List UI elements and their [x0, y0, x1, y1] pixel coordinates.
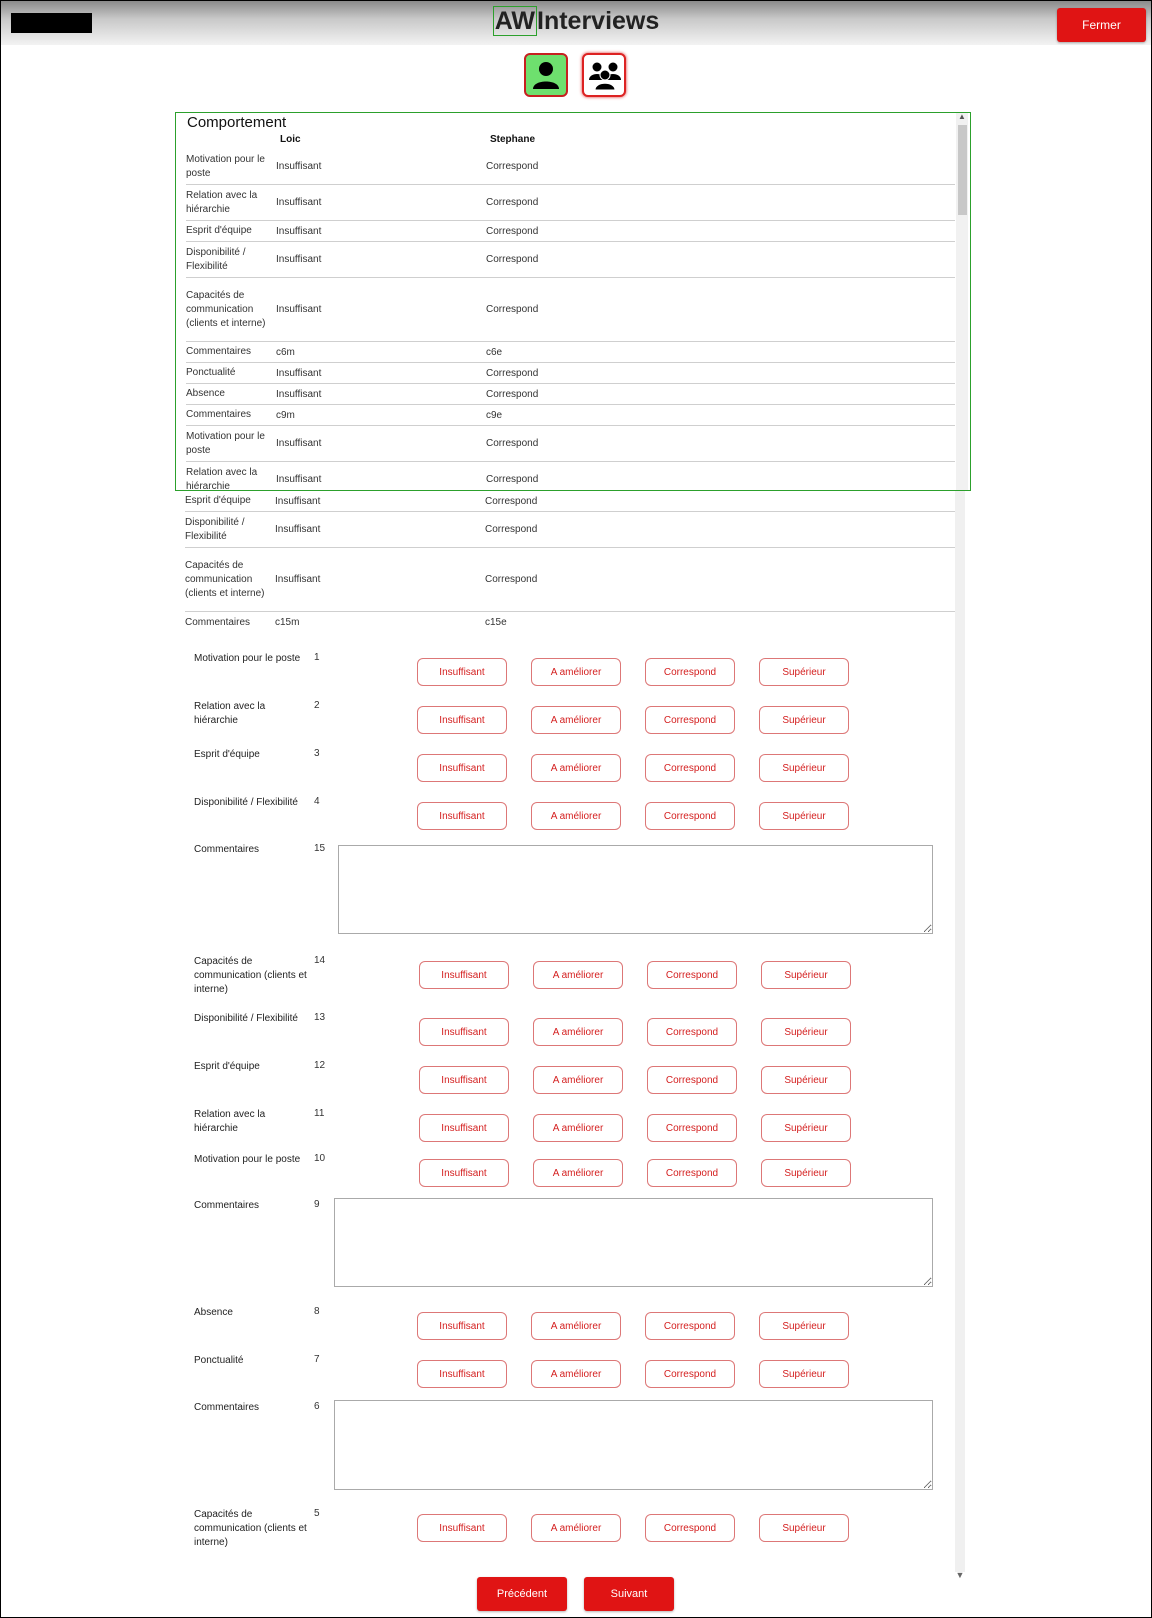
rating-option-button[interactable]: Correspond	[645, 1360, 735, 1388]
criterion-label: Capacités de communication (clients et interne)	[194, 1509, 307, 1548]
next-button[interactable]: Suivant	[584, 1577, 674, 1611]
rating-option-button[interactable]: Insuffisant	[417, 754, 507, 782]
rating-option-button[interactable]: Supérieur	[759, 658, 849, 686]
summary-row-label: Motivation pour le poste	[186, 153, 265, 179]
criterion-number: 10	[314, 1153, 326, 1164]
rating-option-button[interactable]: Supérieur	[759, 1514, 849, 1542]
summary-row-right-value: Correspond	[485, 524, 538, 535]
summary-scroll-thumb[interactable]	[958, 125, 967, 215]
summary-row-left-value: Insuffisant	[276, 254, 322, 265]
comparison-summary-panel	[175, 112, 971, 491]
scroll-down-icon[interactable]: ▼	[955, 1570, 965, 1580]
criterion-label: Motivation pour le poste	[194, 1154, 301, 1165]
summary-row	[185, 491, 955, 512]
summary-row-left-value: c15m	[275, 617, 300, 628]
app-title-suffix: Interviews	[537, 7, 660, 35]
criterion-number: 1	[314, 652, 320, 663]
summary-row	[186, 149, 955, 185]
rating-option-button[interactable]: Correspond	[645, 706, 735, 734]
rating-option-button[interactable]: A améliorer	[533, 961, 623, 989]
summary-row-right-value: Correspond	[486, 474, 539, 485]
rating-option-button[interactable]: Supérieur	[761, 1114, 851, 1142]
summary-row	[186, 363, 955, 384]
rating-option-button[interactable]: Correspond	[647, 1114, 737, 1142]
summary-row-right-value: c9e	[486, 409, 503, 421]
rating-option-button[interactable]: Supérieur	[759, 706, 849, 734]
rating-option-button[interactable]: Correspond	[647, 1066, 737, 1094]
summary-overflow-rows	[185, 491, 955, 633]
comment-textarea[interactable]	[338, 845, 933, 934]
criterion-number: 8	[314, 1306, 320, 1317]
rating-option-button[interactable]: Supérieur	[759, 802, 849, 830]
summary-row-label: Capacités de communication (clients et interne)	[185, 559, 265, 599]
criterion-label: Motivation pour le poste	[194, 653, 301, 664]
summary-row-right-value: Correspond	[486, 197, 539, 208]
rating-option-button[interactable]: A améliorer	[531, 1514, 621, 1542]
summary-row-left-value: c6m	[276, 346, 295, 358]
summary-row-label: Relation avec la hiérarchie	[186, 189, 258, 215]
criterion-number: 14	[314, 955, 326, 966]
criterion-label: Relation avec la hiérarchie	[194, 1109, 266, 1134]
rating-option-button[interactable]: Insuffisant	[419, 1018, 509, 1046]
comment-textarea[interactable]	[334, 1198, 933, 1287]
summary-row-left-value: Insuffisant	[275, 524, 321, 535]
summary-row	[186, 278, 955, 342]
summary-row-left-value: Insuffisant	[276, 161, 322, 172]
summary-row	[186, 185, 955, 221]
app-title	[1, 7, 1151, 36]
summary-row-left-value: Insuffisant	[275, 574, 321, 585]
summary-row-right-value: Correspond	[486, 161, 539, 172]
comment-label: Commentaires	[194, 1402, 260, 1413]
summary-row-label: Commentaires	[186, 409, 252, 420]
criterion-number: 2	[314, 700, 320, 711]
criterion-number: 11	[314, 1108, 325, 1119]
rating-option-button[interactable]: Correspond	[645, 658, 735, 686]
rating-option-button[interactable]: Insuffisant	[417, 1360, 507, 1388]
group-mode-button[interactable]	[582, 53, 626, 97]
rating-option-button[interactable]: A améliorer	[531, 706, 621, 734]
person-icon	[530, 59, 562, 91]
rating-option-button[interactable]: Insuffisant	[419, 1114, 509, 1142]
summary-row-left-value: Insuffisant	[276, 197, 322, 208]
summary-scrollbar[interactable]	[956, 113, 968, 491]
criterion-number: 6	[314, 1401, 320, 1412]
summary-row-label: Relation avec la hiérarchie	[186, 466, 258, 491]
summary-row	[185, 612, 955, 633]
rating-option-button[interactable]: A améliorer	[531, 1360, 621, 1388]
criterion-number: 15	[314, 843, 326, 854]
summary-row	[186, 221, 955, 242]
summary-row-right-value: c6e	[486, 346, 503, 358]
summary-row-right-value: c15e	[485, 617, 507, 628]
summary-row-label: Esprit d'équipe	[185, 495, 251, 506]
summary-row	[186, 242, 955, 278]
rating-option-button[interactable]: Insuffisant	[417, 658, 507, 686]
rating-option-button[interactable]: Supérieur	[759, 754, 849, 782]
rating-option-button[interactable]: A améliorer	[531, 802, 621, 830]
close-button[interactable]: Fermer	[1057, 8, 1146, 42]
comment-textarea[interactable]	[334, 1400, 933, 1490]
criterion-label: Esprit d'équipe	[194, 749, 260, 760]
summary-row-left-value: Insuffisant	[276, 304, 322, 315]
summary-rows	[186, 149, 955, 491]
column-header-left: Loic	[280, 134, 301, 145]
app-title-prefix: AW	[494, 7, 535, 35]
rating-option-button[interactable]: Correspond	[647, 1018, 737, 1046]
summary-row-right-value: Correspond	[486, 254, 539, 265]
summary-row-right-value: Correspond	[486, 225, 539, 237]
summary-row-left-value: Insuffisant	[276, 225, 322, 237]
criterion-label: Capacités de communication (clients et interne)	[194, 956, 307, 995]
summary-row	[185, 548, 955, 612]
rating-option-button[interactable]: Correspond	[647, 1159, 737, 1187]
summary-row-left-value: Insuffisant	[276, 438, 322, 449]
criterion-number: 4	[314, 796, 320, 807]
column-header-right: Stephane	[490, 134, 536, 145]
summary-row-label: Disponibilité / Flexibilité	[186, 246, 246, 272]
rating-option-button[interactable]: Insuffisant	[419, 1066, 509, 1094]
rating-option-button[interactable]: Insuffisant	[417, 802, 507, 830]
rating-option-button[interactable]: Insuffisant	[419, 961, 509, 989]
summary-row-left-value: Insuffisant	[276, 474, 322, 485]
single-candidate-mode-button[interactable]	[524, 53, 568, 97]
rating-option-button[interactable]: Supérieur	[761, 1159, 851, 1187]
comment-label: Commentaires	[194, 1200, 260, 1211]
summary-row-label: Absence	[186, 388, 225, 399]
summary-row-right-value: Correspond	[486, 388, 539, 400]
summary-row-label: Commentaires	[185, 616, 251, 628]
rating-option-button[interactable]: A améliorer	[533, 1018, 623, 1046]
rating-option-button[interactable]: Correspond	[647, 961, 737, 989]
summary-row-left-value: Insuffisant	[275, 495, 321, 507]
group-icon	[588, 59, 622, 91]
criterion-number: 5	[314, 1508, 320, 1519]
summary-row-left-value: c9m	[276, 409, 295, 421]
rating-option-button[interactable]: Supérieur	[759, 1312, 849, 1340]
criterion-number: 12	[314, 1060, 326, 1071]
summary-row-right-value: Correspond	[486, 367, 539, 379]
summary-row-label: Esprit d'équipe	[186, 225, 252, 236]
summary-row-right-value: Correspond	[485, 495, 538, 507]
scroll-up-icon[interactable]: ▲	[958, 112, 966, 121]
summary-row	[186, 342, 955, 363]
summary-row-right-value: Correspond	[486, 304, 539, 315]
rating-option-button[interactable]: Supérieur	[761, 1066, 851, 1094]
previous-button[interactable]: Précédent	[477, 1577, 567, 1611]
criterion-number: 7	[314, 1354, 320, 1365]
summary-row-left-value: Insuffisant	[276, 367, 322, 379]
rating-option-button[interactable]: Insuffisant	[417, 706, 507, 734]
summary-row-label: Ponctualité	[186, 367, 236, 378]
rating-option-button[interactable]: Supérieur	[759, 1360, 849, 1388]
rating-option-button[interactable]: Insuffisant	[417, 1514, 507, 1542]
summary-row-label: Disponibilité / Flexibilité	[185, 516, 245, 542]
criterion-label: Esprit d'équipe	[194, 1061, 260, 1072]
summary-row-label: Motivation pour le poste	[186, 430, 265, 456]
summary-row-label: Capacités de communication (clients et interne)	[186, 289, 266, 329]
comment-label: Commentaires	[194, 844, 260, 855]
rating-option-button[interactable]: Correspond	[645, 1514, 735, 1542]
rating-option-button[interactable]: A améliorer	[531, 754, 621, 782]
summary-row	[186, 405, 955, 426]
rating-option-button[interactable]: A améliorer	[533, 1066, 623, 1094]
summary-row-left-value: Insuffisant	[276, 388, 322, 400]
summary-title: Comportement	[187, 114, 287, 131]
rating-option-button[interactable]: Correspond	[645, 754, 735, 782]
criterion-label: Disponibilité / Flexibilité	[194, 797, 298, 808]
rating-option-button[interactable]: A améliorer	[531, 1312, 621, 1340]
rating-option-button[interactable]: A améliorer	[533, 1159, 623, 1187]
criterion-number: 13	[314, 1012, 326, 1023]
rating-option-button[interactable]: A améliorer	[533, 1114, 623, 1142]
rating-option-button[interactable]: Insuffisant	[419, 1159, 509, 1187]
header-bar	[1, 1, 1151, 45]
criterion-number: 3	[314, 748, 320, 759]
summary-row	[186, 426, 955, 462]
criterion-label: Relation avec la hiérarchie	[194, 701, 266, 726]
rating-option-button[interactable]: A améliorer	[531, 658, 621, 686]
rating-option-button[interactable]: Supérieur	[761, 1018, 851, 1046]
summary-row	[186, 462, 955, 491]
summary-row	[185, 512, 955, 548]
rating-option-button[interactable]: Insuffisant	[417, 1312, 507, 1340]
criterion-number: 9	[314, 1199, 320, 1210]
criterion-label: Disponibilité / Flexibilité	[194, 1013, 298, 1024]
summary-row	[186, 384, 955, 405]
rating-option-button[interactable]: Correspond	[645, 802, 735, 830]
summary-row-right-value: Correspond	[486, 438, 539, 449]
summary-row-label: Commentaires	[186, 346, 252, 357]
criterion-label: Ponctualité	[194, 1355, 244, 1366]
summary-row-right-value: Correspond	[485, 574, 538, 585]
rating-option-button[interactable]: Correspond	[645, 1312, 735, 1340]
criterion-label: Absence	[194, 1307, 233, 1318]
rating-option-button[interactable]: Supérieur	[761, 961, 851, 989]
